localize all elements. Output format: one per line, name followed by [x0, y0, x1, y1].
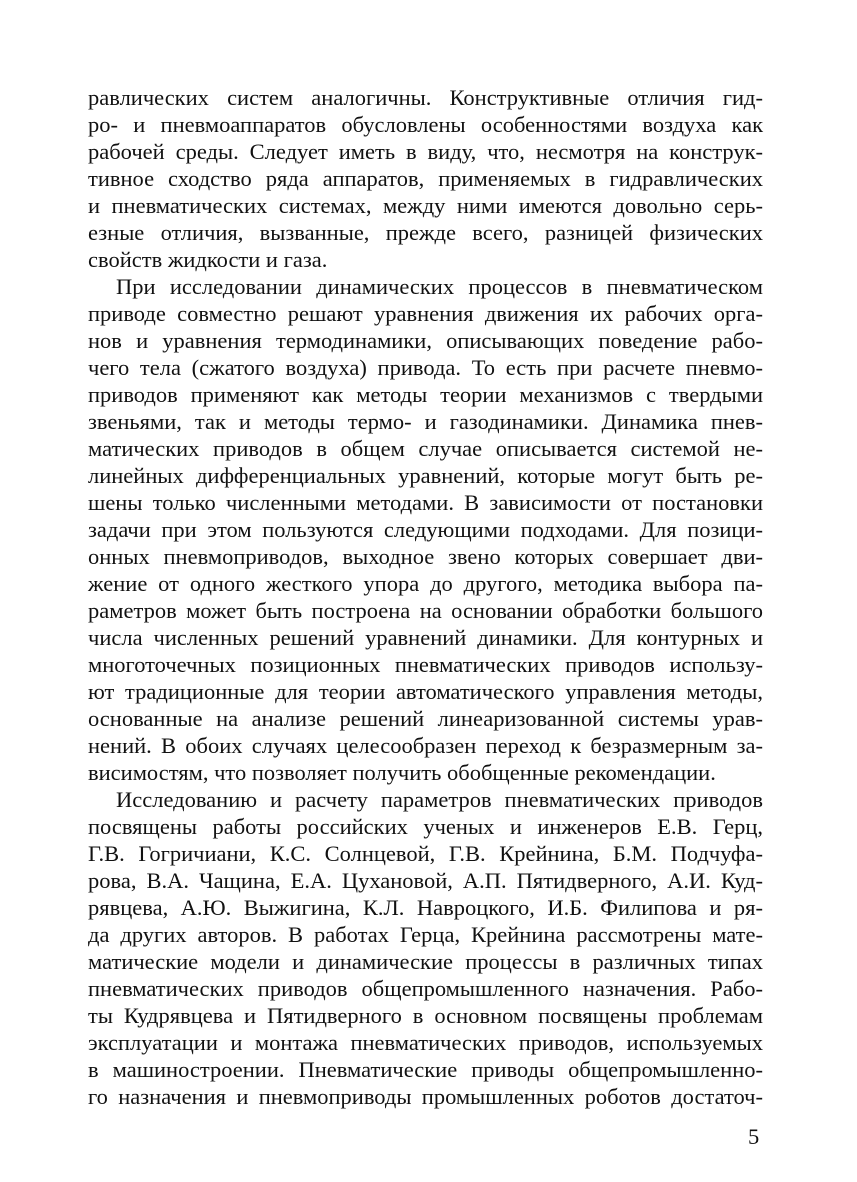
text-line: в машиностроении. Пневматические приводы общепромышленно- — [88, 1057, 763, 1082]
text-line: висимостям, что позволяет получить обобщенные рекомендации. — [88, 760, 716, 785]
text-line: матические модели и динамические процессы в различных типах — [88, 949, 763, 974]
text-line: приводов применяют как методы теории механизмов с твердыми — [88, 382, 763, 407]
text-line: го назначения и пневмоприводы промышленных роботов достаточ- — [88, 1084, 763, 1109]
text-line: шены только численными методами. В зависимости от постановки — [88, 490, 763, 515]
paragraph — [88, 273, 763, 786]
text-line: нений. В обоих случаях целесообразен переход к безразмерным за- — [88, 733, 763, 758]
text-line: числа численных решений уравнений динамики. Для контурных и — [88, 625, 763, 650]
text-line: ты Кудрявцева и Пятидверного в основном посвящены проблемам — [88, 1003, 763, 1028]
text-line: Исследованию и расчету параметров пневматических приводов — [116, 787, 763, 812]
page-body — [88, 84, 763, 1110]
text-line: задачи при этом пользуются следующими подходами. Для позици- — [88, 517, 763, 542]
text-line: При исследовании динамических процессов в пневматическом — [116, 274, 763, 299]
text-line: езные отличия, вызванные, прежде всего, разницей физических — [88, 220, 763, 245]
text-line: раметров может быть построена на основании обработки большого — [88, 598, 763, 623]
text-line: и пневматических системах, между ними имеются довольно серь- — [88, 193, 763, 218]
text-line: нов и уравнения термодинамики, описывающих поведение рабо- — [88, 328, 763, 353]
text-line: жение от одного жесткого упора до другого, методика выбора па- — [88, 571, 763, 596]
paragraph — [88, 84, 763, 273]
text-line: Г.В. Гогричиани, К.С. Солнцевой, Г.В. Крейнина, Б.М. Подчуфа- — [88, 841, 763, 866]
text-line: посвящены работы российских ученых и инженеров Е.В. Герц, — [88, 814, 763, 839]
text-line: рова, В.А. Чащина, Е.А. Цухановой, А.П. Пятидверного, А.И. Куд- — [88, 868, 763, 893]
text-line: тивное сходство ряда аппаратов, применяемых в гидравлических — [88, 166, 763, 191]
paragraph — [88, 786, 763, 1110]
page-number: 5 — [748, 1124, 760, 1149]
text-line: звеньями, так и методы термо- и газодинамики. Динамика пнев- — [88, 409, 763, 434]
text-line: рабочей среды. Следует иметь в виду, что, несмотря на конструк- — [88, 139, 763, 164]
text-line: многоточечных позиционных пневматических приводов использу- — [88, 652, 763, 677]
text-line: чего тела (сжатого воздуха) привода. То есть при расчете пневмо- — [88, 355, 763, 380]
text-line: свойств жидкости и газа. — [88, 247, 328, 272]
text-line: приводе совместно решают уравнения движения их рабочих орга- — [88, 301, 763, 326]
text-line: рявцева, А.Ю. Выжигина, К.Л. Навроцкого, И.Б. Филипова и ря- — [88, 895, 763, 920]
text-line: онных пневмоприводов, выходное звено которых совершает дви- — [88, 544, 763, 569]
text-line: да других авторов. В работах Герца, Крейнина рассмотрены мате- — [88, 922, 763, 947]
text-line: ют традиционные для теории автоматического управления методы, — [88, 679, 763, 704]
text-line: линейных дифференциальных уравнений, которые могут быть ре- — [88, 463, 763, 488]
text-line: пневматических приводов общепромышленного назначения. Рабо- — [88, 976, 763, 1001]
text-line: матических приводов в общем случае описывается системой не- — [88, 436, 763, 461]
text-line: эксплуатации и монтажа пневматических приводов, используемых — [88, 1030, 763, 1055]
text-line: основанные на анализе решений линеаризованной системы урав- — [88, 706, 763, 731]
text-line: ро- и пневмоаппаратов обусловлены особенностями воздуха как — [88, 112, 763, 137]
text-line: равлических систем аналогичны. Конструктивные отличия гид- — [88, 85, 763, 110]
